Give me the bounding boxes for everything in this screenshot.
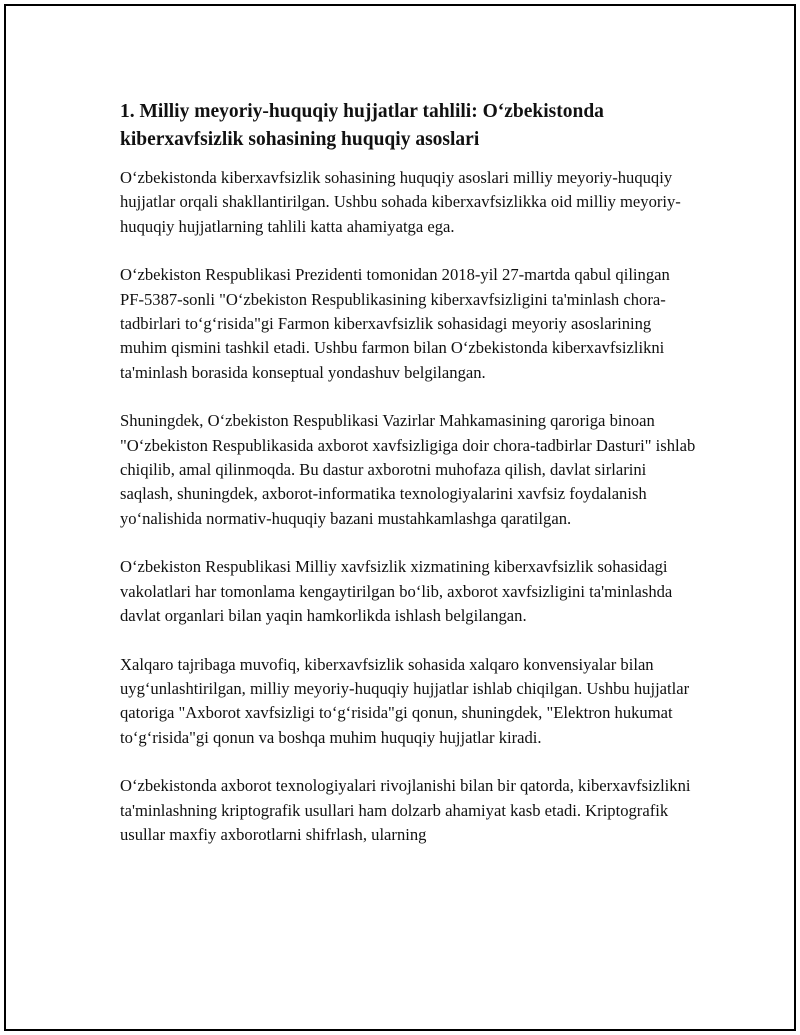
paragraph-4: O‘zbekiston Respublikasi Milliy xavfsizlik xizmatining kiberxavfsizlik sohasidagi vakolatlari har tomonlama kengaytirilgan bo‘lib, axborot xavfsizligini ta'minlashda davlat organlari bilan yaqin hamkorlikda ishlash belgilangan. (120, 557, 673, 626)
paragraph-6: O‘zbekistonda axborot texnologiyalari rivojlanishi bilan bir qatorda, kiberxavfsizlikni ta'minlashning kriptografik usullari ham dolzarb ahamiyat kasb etadi. Kriptografik usullar maxfiy axborotlarni shifrlash, ularning (120, 776, 691, 844)
paragraph-2: O‘zbekiston Respublikasi Prezidenti tomonidan 2018-yil 27-martda qabul qilingan PF-5387-sonli "O‘zbekiston Respublikasining kiberxavfsizligini ta'minlash chora-tadbirlari to‘g‘risida"gi Farmon kiberxavfsizlik sohasidagi meyoriy asoslarining muhim qismini tashkil etadi. Ushbu farmon bilan O‘zbekistonda kiberxavfsizlikni ta'minlash borasida konseptual yondashuv belgilangan. (120, 265, 670, 382)
document-body (120, 98, 696, 871)
paragraph-1: O‘zbekistonda kiberxavfsizlik sohasining huquqiy asoslari milliy meyoriy-huquqiy hujjatlar orqali shakllantirilgan. Ushbu sohada kiberxavfsizlikka oid milliy meyoriy-huquqiy hujjatlarning tahlili katta ahamiyatga ega. (120, 168, 681, 236)
paragraph-3: Shuningdek, O‘zbekiston Respublikasi Vazirlar Mahkamasining qaroriga binoan "O‘zbekiston Respublikasida axborot xavfsizligiga doir chora-tadbirlar Dasturi" ishlab chiqilib, amal qilinmoqda. Bu dastur axborotni muhofaza qilish, davlat sirlarini saqlash, shuningdek, axborot-informatika texnologiyalarini xavfsiz foydalanish yo‘nalishida normativ-huquqiy bazani mustahkamlashga qaratilgan. (120, 411, 696, 528)
page-frame (4, 4, 796, 1031)
paragraph-5: Xalqaro tajribaga muvofiq, kiberxavfsizlik sohasida xalqaro konvensiyalar bilan uyg‘unlashtirilgan, milliy meyoriy-huquqiy hujjatlar ishlab chiqilgan. Ushbu hujjatlar qatoriga "Axborot xavfsizligi to‘g‘risida"gi qonun, shuningdek, "Elektron hukumat to‘g‘risida"gi qonun va boshqa muhim huquqiy hujjatlar kiradi. (120, 654, 690, 747)
section-heading: 1. Milliy meyoriy-huquqiy hujjatlar tahlili: O‘zbekistonda kiberxavfsizlik sohasining huquqiy asoslari (120, 101, 604, 150)
